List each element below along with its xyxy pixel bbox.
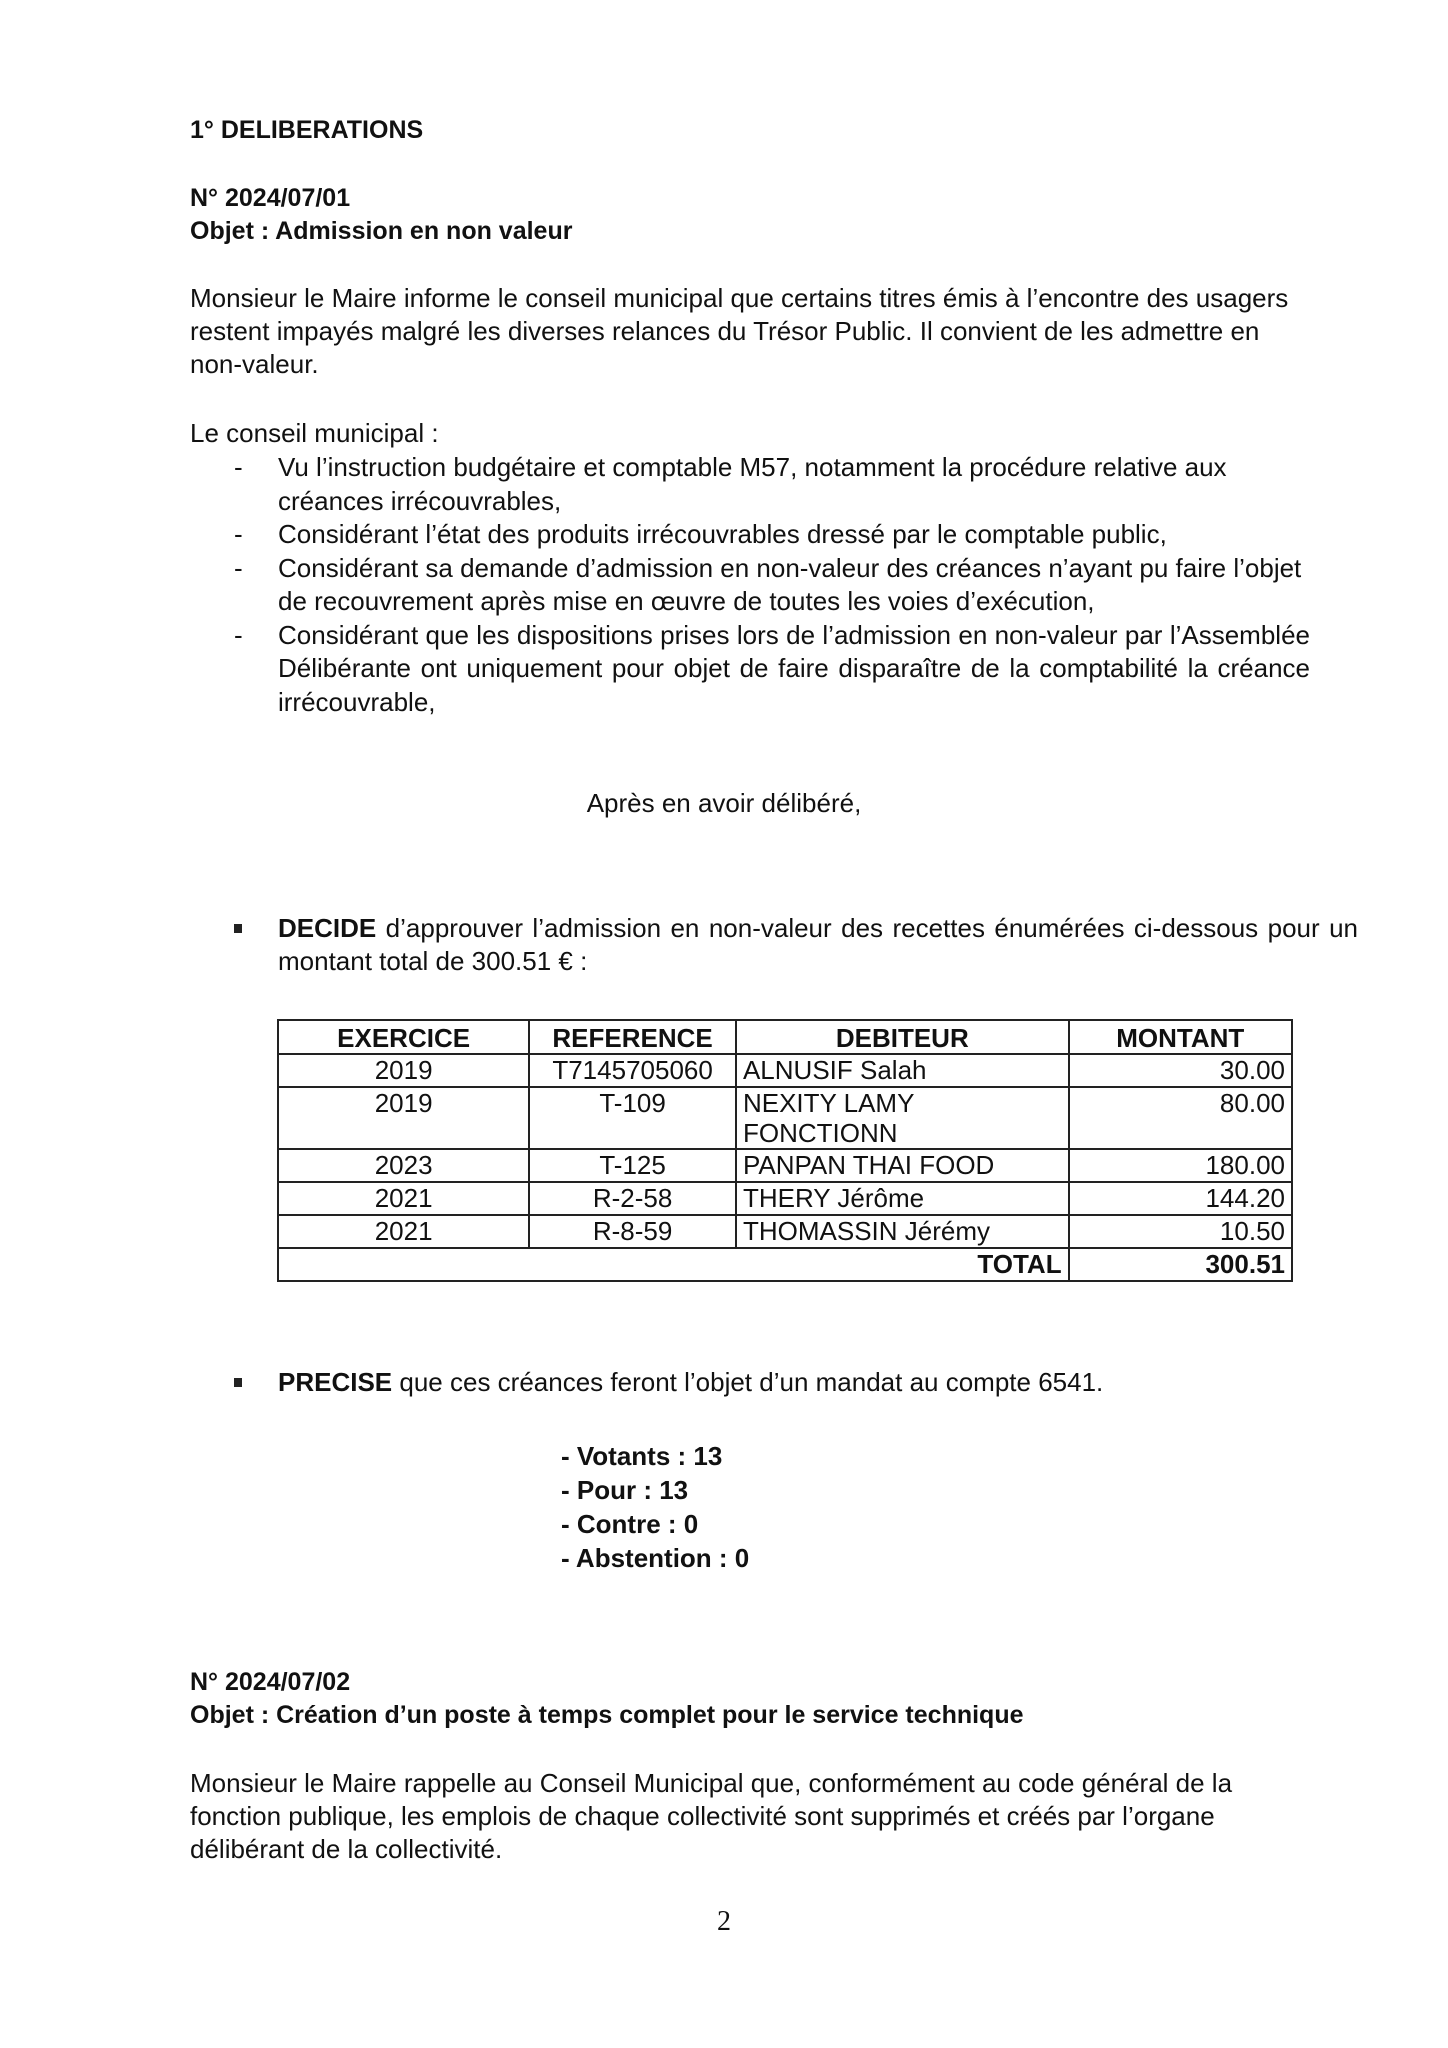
deliberation-2-object: Objet : Création d’un poste à temps complet pour le service technique: [190, 1701, 1024, 1729]
vote-results: [561, 1439, 749, 1575]
cell-exercice: 2021: [278, 1215, 529, 1248]
cell-montant: 144.20: [1069, 1182, 1292, 1215]
cell-exercice: 2019: [278, 1054, 529, 1087]
cell-debiteur: THERY Jérôme: [736, 1182, 1069, 1215]
cell-reference: R-8-59: [529, 1215, 736, 1248]
cell-debiteur: NEXITY LAMY FONCTIONN: [736, 1087, 1069, 1149]
consideration-item: - Vu l’instruction budgétaire et comptable M57, notamment la procédure relative aux créances irrécouvrables,: [234, 452, 1227, 516]
cell-montant: 80.00: [1069, 1087, 1292, 1149]
cell-debiteur: ALNUSIF Salah: [736, 1054, 1069, 1087]
square-bullet-icon: [234, 1378, 242, 1387]
cell-reference: T7145705060: [529, 1054, 736, 1087]
consideration-item: - Considérant que les dispositions prises lors de l’admission en non-valeur par l’Assemblée Délibérante ont uniquement pour objet de faire disparaître de la comptabilité la créance irrécouvrable,: [234, 619, 1310, 717]
table-row: [278, 1215, 1292, 1248]
precise-item: [228, 1366, 1358, 1399]
deliberation-2-number: N° 2024/07/02: [190, 1668, 351, 1696]
cell-reference: T-109: [529, 1087, 736, 1149]
cell-montant: 180.00: [1069, 1149, 1292, 1182]
cell-debiteur: THOMASSIN Jérémy: [736, 1215, 1069, 1248]
square-bullet-icon: [234, 924, 242, 933]
table-header-row: [278, 1020, 1292, 1054]
vote-pour: - Pour : 13: [561, 1475, 689, 1505]
considerations-list: [190, 451, 1310, 719]
header-debiteur: DEBITEUR: [736, 1020, 1069, 1054]
cell-exercice: 2019: [278, 1087, 529, 1149]
deliberation-2-intro: Monsieur le Maire rappelle au Conseil Municipal que, conformément au code général de la fonction publique, les emplois de chaque collectivité sont supprimés et créés par l’organe délibérant de la collectivité.: [190, 1768, 1233, 1864]
deliberation-object: Objet : Admission en non valeur: [190, 217, 573, 245]
cell-exercice: 2021: [278, 1182, 529, 1215]
dash-bullet: -: [234, 519, 243, 549]
cell-reference: R-2-58: [529, 1182, 736, 1215]
cell-exercice: 2023: [278, 1149, 529, 1182]
vote-contre: - Contre : 0: [561, 1509, 699, 1539]
consideration-item: - Considérant sa demande d’admission en non-valeur des créances n’ayant pu faire l’objet de recouvrement après mise en œuvre de toutes les voies d’exécution,: [234, 552, 1302, 616]
table-row: [278, 1182, 1292, 1215]
cell-reference: T-125: [529, 1149, 736, 1182]
decide-text: d’approuver l’admission en non-valeur des recettes énumérées ci-dessous pour un montant total de 300.51 € :: [278, 913, 1358, 976]
total-label: TOTAL: [278, 1248, 1069, 1281]
precise-keyword: PRECISE: [278, 1367, 393, 1397]
cell-debiteur: PANPAN THAI FOOD: [736, 1149, 1069, 1182]
table-row: [278, 1054, 1292, 1087]
dash-bullet: -: [234, 452, 243, 482]
precise-text: que ces créances feront l’objet d’un mandat au compte 6541.: [392, 1367, 1104, 1397]
decide-item: [228, 912, 1358, 978]
table-row: [278, 1087, 1292, 1149]
vote-abstention: - Abstention : 0: [561, 1543, 750, 1573]
table-total-row: [278, 1248, 1292, 1281]
header-reference: REFERENCE: [529, 1020, 736, 1054]
dash-bullet: -: [234, 552, 243, 583]
after-deliberation: Après en avoir délibéré,: [586, 788, 862, 818]
cell-montant: 10.50: [1069, 1215, 1292, 1248]
page-number: 2: [717, 1906, 731, 1937]
table-row: [278, 1149, 1292, 1182]
section-title: 1° DELIBERATIONS: [190, 116, 424, 144]
decide-keyword: DECIDE: [278, 913, 377, 943]
deliberation-intro: Monsieur le Maire informe le conseil municipal que certains titres émis à l’encontre des usagers restent impayés malgré les diverses relances du Trésor Public. Il convient de les admettre en non-valeur.: [190, 283, 1289, 379]
vote-votants: - Votants : 13: [561, 1441, 723, 1471]
total-value: 300.51: [1069, 1248, 1292, 1281]
header-montant: MONTANT: [1069, 1020, 1292, 1054]
council-label: Le conseil municipal :: [190, 418, 439, 448]
deliberation-number: N° 2024/07/01: [190, 184, 351, 212]
cell-montant: 30.00: [1069, 1054, 1292, 1087]
header-exercice: EXERCICE: [278, 1020, 529, 1054]
consideration-item: - Considérant l’état des produits irrécouvrables dressé par le comptable public,: [190, 518, 1310, 552]
non-value-table: [277, 1019, 1293, 1282]
dash-bullet: -: [234, 619, 243, 650]
